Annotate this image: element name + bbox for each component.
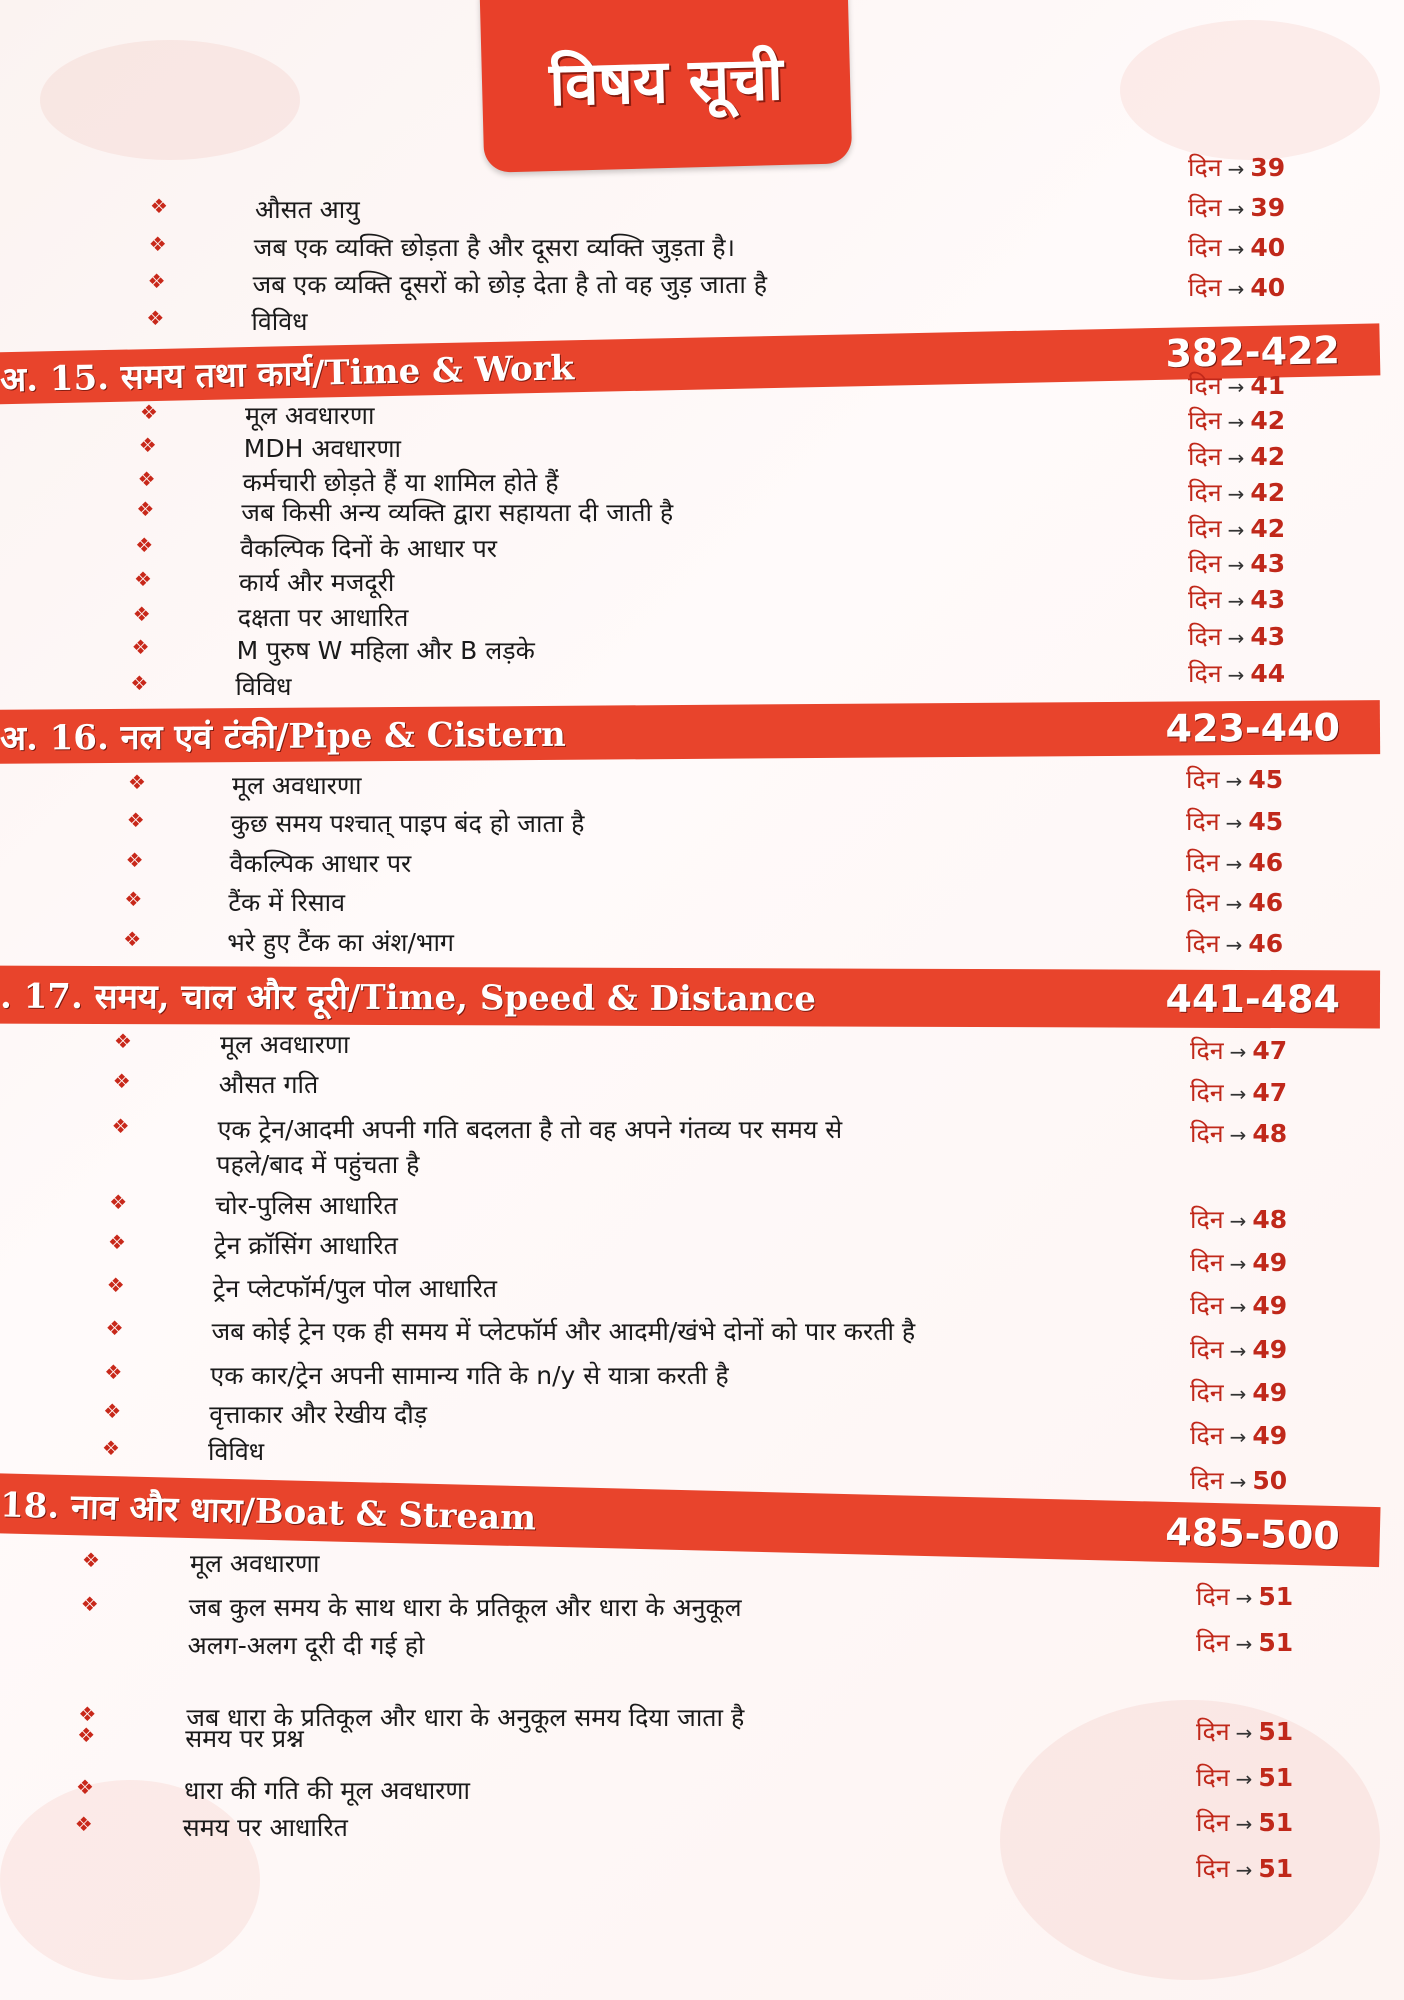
day-label: दिन <box>1190 1205 1224 1234</box>
bullet-icon: ❖ <box>130 671 149 695</box>
day-label: दिन <box>1196 1808 1230 1837</box>
day-reference <box>1188 511 1285 545</box>
day-number: 49 <box>1252 1378 1288 1407</box>
floral-decoration <box>1120 20 1380 160</box>
day-number: 46 <box>1248 888 1284 917</box>
arrow-icon: → <box>1229 1339 1247 1363</box>
bullet-icon: ❖ <box>134 567 152 591</box>
day-number: 51 <box>1258 1808 1294 1837</box>
day-label: दिन <box>1190 1119 1224 1148</box>
day-number: 49 <box>1252 1421 1288 1450</box>
arrow-icon: → <box>1227 663 1245 687</box>
day-label: दिन <box>1186 848 1220 877</box>
topic-item[interactable]: जब किसी अन्य व्यक्ति द्वारा सहायता दी जाती है <box>241 498 674 527</box>
topic-item[interactable]: M पुरुष W महिला और B लड़के <box>236 636 535 665</box>
day-label: दिन <box>1190 1466 1224 1495</box>
topic-item[interactable]: कार्य और मजदूरी <box>239 568 395 597</box>
day-reference <box>1186 762 1283 796</box>
arrow-icon: → <box>1229 1040 1247 1064</box>
day-reference <box>1188 546 1285 580</box>
arrow-icon: → <box>1225 811 1243 835</box>
chapter-title: अ. 16. नल एवं टंकी/Pipe & Cistern <box>0 714 566 759</box>
day-number: 40 <box>1250 273 1286 302</box>
arrow-icon: → <box>1229 1252 1247 1276</box>
arrow-icon: → <box>1227 277 1245 301</box>
day-label: दिन <box>1190 1421 1224 1450</box>
day-number: 39 <box>1250 153 1286 182</box>
day-reference <box>1186 885 1283 919</box>
day-label: दिन <box>1190 1378 1224 1407</box>
arrow-icon: → <box>1227 589 1245 613</box>
day-label: दिन <box>1188 514 1222 543</box>
day-number: 50 <box>1252 1466 1288 1495</box>
day-reference <box>1196 1851 1293 1885</box>
topic-item[interactable]: कर्मचारी छोड़ते हैं या शामिल होते हैं <box>242 468 559 497</box>
bullet-icon: ❖ <box>148 232 167 256</box>
arrow-icon: → <box>1235 1586 1253 1610</box>
day-reference <box>1186 926 1283 960</box>
bullet-icon: ❖ <box>123 927 142 951</box>
day-reference <box>1188 439 1285 473</box>
topic-item[interactable]: MDH अवधारणा <box>243 434 401 463</box>
arrow-icon: → <box>1227 375 1245 399</box>
day-number: 43 <box>1250 585 1286 614</box>
day-label: दिन <box>1188 153 1222 182</box>
bullet-icon: ❖ <box>114 1029 132 1053</box>
bullet-icon: ❖ <box>132 602 151 626</box>
day-reference <box>1196 1579 1293 1613</box>
arrow-icon: → <box>1229 1123 1247 1147</box>
day-number: 51 <box>1258 1717 1294 1746</box>
day-reference <box>1196 1625 1293 1659</box>
bullet-icon: ❖ <box>137 467 156 491</box>
bullet-icon: ❖ <box>138 433 157 457</box>
arrow-icon: → <box>1235 1812 1253 1836</box>
bullet-icon: ❖ <box>105 1316 124 1340</box>
day-number: 45 <box>1248 765 1284 794</box>
day-reference <box>1190 1245 1287 1279</box>
arrow-icon: → <box>1235 1858 1253 1882</box>
bullet-icon: ❖ <box>135 533 154 557</box>
arrow-icon: → <box>1225 892 1243 916</box>
day-reference <box>1190 1116 1287 1150</box>
day-number: 46 <box>1248 848 1284 877</box>
day-label: दिन <box>1188 478 1222 507</box>
chapter-page-range: 382-422 <box>1165 328 1341 376</box>
day-reference <box>1190 1202 1287 1236</box>
arrow-icon: → <box>1229 1209 1247 1233</box>
topic-item[interactable]: धारा की गति की मूल अवधारणा <box>184 1776 470 1805</box>
day-number: 41 <box>1250 371 1286 400</box>
bullet-icon: ❖ <box>111 1114 130 1138</box>
day-label: दिन <box>1196 1854 1230 1883</box>
chapter-title: 18. नाव और धारा/Boat & Stream <box>0 1485 537 1539</box>
arrow-icon: → <box>1229 1295 1247 1319</box>
day-reference <box>1188 582 1285 616</box>
day-number: 39 <box>1250 193 1286 222</box>
day-reference <box>1186 845 1283 879</box>
topic-item[interactable]: जब धारा के प्रतिकूल और धारा के अनुकूल समय दिया जाता है <box>186 1703 745 1732</box>
day-label: दिन <box>1188 549 1222 578</box>
day-label: दिन <box>1196 1763 1230 1792</box>
day-reference <box>1188 150 1285 184</box>
bullet-icon: ❖ <box>150 194 168 218</box>
bullet-icon: ❖ <box>124 887 143 911</box>
topic-item[interactable]: वैकल्पिक दिनों के आधार पर <box>240 534 498 563</box>
bullet-icon: ❖ <box>125 848 144 872</box>
day-reference <box>1188 230 1285 264</box>
day-label: दिन <box>1188 233 1222 262</box>
topic-item[interactable]: जब एक व्यक्ति छोड़ता है और दूसरा व्यक्ति जुड़ता है। <box>253 233 735 262</box>
topic-item[interactable]: मूल अवधारणा <box>190 1549 320 1578</box>
day-reference <box>1190 1075 1287 1109</box>
day-number: 44 <box>1250 659 1286 688</box>
arrow-icon: → <box>1227 237 1245 261</box>
topic-item[interactable]: जब एक व्यक्ति दूसरों को छोड़ देता है तो वह जुड़ जाता है <box>252 270 768 299</box>
day-label: दिन <box>1186 888 1220 917</box>
day-number: 42 <box>1250 442 1286 471</box>
day-number: 48 <box>1252 1205 1288 1234</box>
bullet-icon: ❖ <box>140 400 158 424</box>
day-number: 42 <box>1250 514 1286 543</box>
day-reference <box>1188 190 1285 224</box>
arrow-icon: → <box>1227 482 1245 506</box>
bullet-icon: ❖ <box>126 808 145 832</box>
day-label: दिन <box>1196 1717 1230 1746</box>
topic-item[interactable]: भरे हुए टैंक का अंश/भाग <box>227 928 454 957</box>
day-label: दिन <box>1188 442 1222 471</box>
arrow-icon: → <box>1229 1082 1247 1106</box>
bullet-icon: ❖ <box>112 1069 131 1093</box>
bullet-icon: ❖ <box>82 1548 100 1572</box>
bullet-icon: ❖ <box>136 497 155 521</box>
day-label: दिन <box>1186 765 1220 794</box>
day-reference <box>1190 1288 1287 1322</box>
topic-item[interactable]: टैंक में रिसाव <box>228 888 346 917</box>
day-reference <box>1190 1463 1287 1497</box>
arrow-icon: → <box>1225 852 1243 876</box>
day-number: 46 <box>1248 929 1284 958</box>
chapter-title: अ. 15. समय तथा कार्य/Time & Work <box>0 348 575 401</box>
day-label: दिन <box>1188 659 1222 688</box>
day-reference <box>1188 619 1285 653</box>
arrow-icon: → <box>1225 769 1243 793</box>
arrow-icon: → <box>1227 626 1245 650</box>
day-reference <box>1190 1033 1287 1067</box>
topic-item[interactable]: समय पर आधारित <box>182 1813 348 1842</box>
topic-item[interactable]: एक ट्रेन/आदमी अपनी गति बदलता है तो वह अपने गंतव्य पर समय से <box>217 1115 843 1144</box>
day-number: 43 <box>1250 622 1286 651</box>
day-number: 51 <box>1258 1763 1294 1792</box>
topic-item[interactable]: वैकल्पिक आधार पर <box>229 849 412 878</box>
bullet-icon: ❖ <box>78 1702 97 1726</box>
bullet-icon: ❖ <box>102 1436 120 1460</box>
chapter-page-range: 441-484 <box>1165 976 1341 1022</box>
bullet-icon: ❖ <box>109 1190 128 1214</box>
day-reference <box>1196 1714 1293 1748</box>
topic-item[interactable]: चोर-पुलिस आधारित <box>215 1191 398 1220</box>
day-number: 45 <box>1248 807 1284 836</box>
topic-item[interactable]: औसत आयु <box>255 195 360 224</box>
topic-item[interactable]: एक कार/ट्रेन अपनी सामान्य गति के n/y से यात्रा करती है <box>210 1361 729 1390</box>
page-title: विषय सूची <box>548 43 784 121</box>
bullet-icon: ❖ <box>131 635 150 659</box>
bullet-icon: ❖ <box>108 1230 126 1254</box>
day-label: दिन <box>1190 1036 1224 1065</box>
day-label: दिन <box>1196 1582 1230 1611</box>
arrow-icon: → <box>1235 1767 1253 1791</box>
day-label: दिन <box>1188 193 1222 222</box>
topic-item[interactable]: जब कोई ट्रेन एक ही समय में प्लेटफॉर्म और आदमी/खंभे दोनों को पार करती है <box>211 1317 916 1346</box>
arrow-icon: → <box>1229 1425 1247 1449</box>
bullet-icon: ❖ <box>74 1812 93 1836</box>
day-label: दिन <box>1190 1248 1224 1277</box>
day-reference <box>1188 368 1285 402</box>
topic-item[interactable]: दक्षता पर आधारित <box>237 603 409 632</box>
day-number: 51 <box>1258 1854 1294 1883</box>
topic-item[interactable]: कुछ समय पश्चात् पाइप बंद हो जाता है <box>230 809 585 838</box>
day-label: दिन <box>1188 622 1222 651</box>
chapter-header[interactable] <box>0 966 1380 1029</box>
day-label: दिन <box>1188 406 1222 435</box>
chapter-header[interactable] <box>0 323 1380 404</box>
arrow-icon: → <box>1227 157 1245 181</box>
day-reference <box>1190 1418 1287 1452</box>
day-reference <box>1186 804 1283 838</box>
day-reference <box>1188 270 1285 304</box>
day-number: 40 <box>1250 233 1286 262</box>
topic-item[interactable]: मूल अवधारणा <box>220 1030 350 1059</box>
topic-item[interactable]: औसत गति <box>218 1070 319 1099</box>
day-reference <box>1190 1375 1287 1409</box>
bullet-icon: ❖ <box>146 306 165 330</box>
day-label: दिन <box>1196 1628 1230 1657</box>
arrow-icon: → <box>1229 1382 1247 1406</box>
bullet-icon: ❖ <box>106 1273 125 1297</box>
bullet-icon: ❖ <box>76 1775 94 1799</box>
arrow-icon: → <box>1227 446 1245 470</box>
day-number: 42 <box>1250 406 1286 435</box>
topic-item[interactable]: अलग-अलग दूरी दी गई हो <box>187 1631 425 1660</box>
arrow-icon: → <box>1225 933 1243 957</box>
floral-decoration <box>1000 1700 1380 1980</box>
day-number: 48 <box>1252 1119 1288 1148</box>
topic-item[interactable]: वृत्ताकार और रेखीय दौड़ <box>209 1400 428 1429</box>
chapter-title: . 17. समय, चाल और दूरी/Time, Speed & Distance <box>0 976 816 1020</box>
day-number: 51 <box>1258 1628 1294 1657</box>
arrow-icon: → <box>1227 553 1245 577</box>
day-label: दिन <box>1188 273 1222 302</box>
arrow-icon: → <box>1229 1470 1247 1494</box>
bullet-icon: ❖ <box>128 770 146 794</box>
day-number: 43 <box>1250 549 1286 578</box>
day-reference <box>1196 1760 1293 1794</box>
day-label: दिन <box>1186 929 1220 958</box>
bullet-icon: ❖ <box>104 1360 123 1384</box>
arrow-icon: → <box>1227 518 1245 542</box>
day-reference <box>1196 1805 1293 1839</box>
floral-decoration <box>40 40 300 160</box>
topic-item[interactable]: मूल अवधारणा <box>245 401 375 430</box>
day-reference <box>1188 475 1285 509</box>
chapter-page-range: 485-500 <box>1164 1509 1341 1559</box>
day-label: दिन <box>1188 371 1222 400</box>
day-number: 51 <box>1258 1582 1294 1611</box>
day-reference <box>1188 656 1285 690</box>
arrow-icon: → <box>1227 197 1245 221</box>
chapter-page-range: 423-440 <box>1165 705 1341 751</box>
bullet-icon: ❖ <box>147 269 166 293</box>
topic-item[interactable]: पहले/बाद में पहुंचता है <box>216 1150 420 1179</box>
topic-item[interactable]: ट्रेन क्रॉसिंग आधारित <box>214 1231 398 1260</box>
topic-item[interactable]: विविध <box>235 672 292 701</box>
chapter-header[interactable] <box>0 700 1380 764</box>
day-number: 47 <box>1252 1036 1288 1065</box>
topic-item[interactable]: विविध <box>208 1437 265 1466</box>
bullet-icon: ❖ <box>77 1723 96 1747</box>
day-number: 47 <box>1252 1078 1288 1107</box>
topic-item[interactable]: ट्रेन प्लेटफॉर्म/पुल पोल आधारित <box>212 1274 498 1303</box>
topic-item[interactable]: समय पर प्रश्न <box>185 1724 304 1753</box>
bullet-icon: ❖ <box>103 1399 122 1423</box>
day-label: दिन <box>1190 1078 1224 1107</box>
topic-item[interactable]: जब कुल समय के साथ धारा के प्रतिकूल और धारा के अनुकूल <box>188 1593 742 1622</box>
day-label: दिन <box>1190 1291 1224 1320</box>
arrow-icon: → <box>1235 1721 1253 1745</box>
day-reference <box>1190 1332 1287 1366</box>
day-label: दिन <box>1190 1335 1224 1364</box>
day-label: दिन <box>1186 807 1220 836</box>
topic-item[interactable]: मूल अवधारणा <box>232 771 362 800</box>
day-number: 42 <box>1250 478 1286 507</box>
bullet-icon: ❖ <box>80 1592 99 1616</box>
day-label: दिन <box>1188 585 1222 614</box>
day-number: 49 <box>1252 1291 1288 1320</box>
arrow-icon: → <box>1235 1632 1253 1656</box>
day-number: 49 <box>1252 1248 1288 1277</box>
day-number: 49 <box>1252 1335 1288 1364</box>
topic-item[interactable]: विविध <box>251 307 308 336</box>
day-reference <box>1188 403 1285 437</box>
page-title-banner <box>480 0 853 173</box>
arrow-icon: → <box>1227 410 1245 434</box>
